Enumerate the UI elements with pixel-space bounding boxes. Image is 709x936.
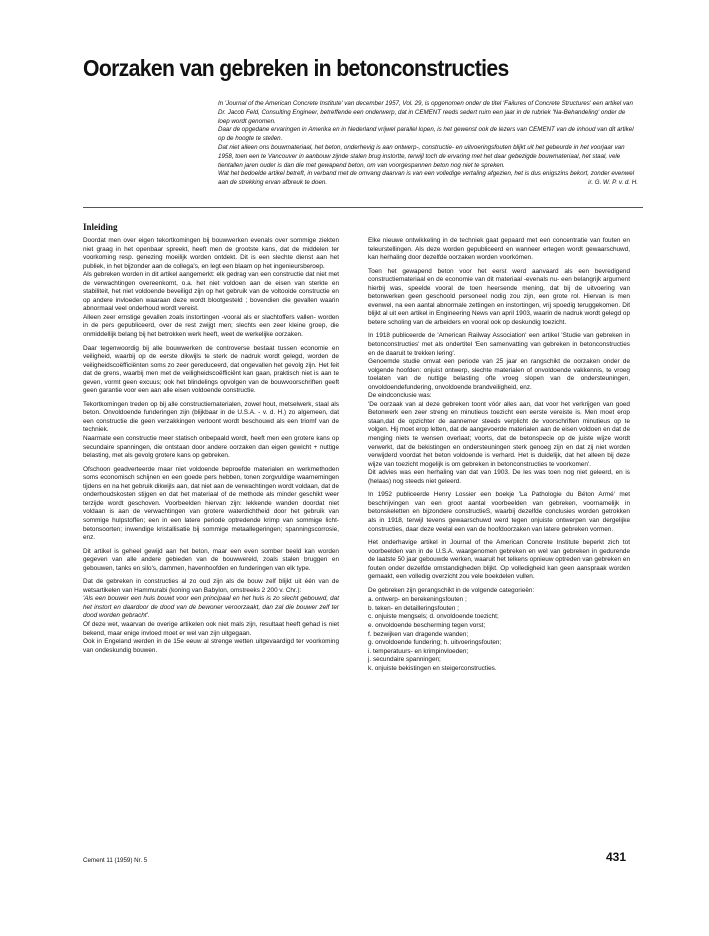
body-paragraph: Ook in Engeland werden in de 15e eeuw al strenge wetten uitgevaardigd ter voorkoming van ondeskundig bouwen. (83, 638, 339, 654)
body-paragraph: Dit advies was een herhaling van dat van 1903. De les was toen nog niet geleerd, en is (helaas) nog steeds niet geleerd. (368, 469, 630, 485)
body-paragraph: Tekortkomingen treden op bij alle constructiematerialen, zowel hout, metselwerk, staal als beton. Onvoldoende funderingen zijn (blijkbaar in de U.S.A. - v. d. H.) zo algemeen, dat een constructie die geen verzakkingen vertoont wordt beschouwd als een triomf van de techniek. (83, 400, 339, 434)
category-item: a. ontwerp- en berekeningsfouten ; (368, 596, 467, 604)
body-paragraph: De gebreken zijn gerangschikt in de volgende categorieën: (368, 586, 535, 594)
category-list (368, 596, 630, 673)
page-number: 431 (606, 850, 627, 864)
body-paragraph: 'De oorzaak van al deze gebreken toont vóór alles aan, dat voor het verkrijgen van goed Betonwerk een zeer streng en minutieus toezicht een eerste vereiste is. Men moet erop staan,dat de opzichter de aannemer steeds verplicht de voorschriften minutieus op te volgen. Hij moet erop letten, dat de aangevoerde materialen aan de eisen voldoen en dat de menging niets te wensen overlaat; voorts, dat de betonspecie op de juiste wijze wordt verwerkt, dat de bekistingen en ondersteuningen sterk genoeg zijn en dat zij niet worden verwijderd voordat het beton voldoende is verhard. Het is duidelijk, dat het alleen bij deze wijze van toezicht mogelijk is om gebreken in betonconstructies te voorkomen'. (368, 400, 630, 468)
section-heading: Inleiding (83, 222, 118, 232)
category-item: b. teken- en detailleringsfouten ; (368, 604, 459, 612)
body-paragraph: Of deze wet, waarvan de overige artikelen ook niet mals zijn, resultaat heeft gehad is niet bekend, maar enige invloed moet er wel van zijn uitgegaan. (83, 620, 339, 637)
body-paragraph: Toen het gewapend beton voor het eerst werd aanvaard als een bevredigend constructiemateriaal en de economie van dit materiaal -evenals nu- een belangrijk argument hierbij was, speelde vooral de toen heersende mening, dat bij de uitvoering van betonwerken geen geschoold personeel nodig zou zijn, een grote rol. Hiervan is men evenwel, na een aantal abnormale zettingen en instortingen, vrij spoedig teruggekomen. Dit blijkt al uit een artikel in Engineering News van april 1903, waarin de nadruk wordt gelegd op betere scholing van de arbeiders en vooral ook op deskundig toezicht. (368, 267, 630, 326)
body-paragraph: Alleen zeer ernstige gevallen zoals instortingen -vooral als er slachtoffers vallen- worden in de pers gepubliceerd, over de rest zwijgt men; slechts een zeer kleine groep, die onmiddellijk belang bij het betrokken werk heeft, weet de werkelijke oorzaken. (83, 313, 339, 339)
intro-paragraph: Dat niet alleen ons bouwmateriaal, het beton, onderhevig is aan ontwerp-, constructie- en uitvoeringsfouten blijkt uit het gebeurde in het voorjaar van 1958, toen een te Vancouver in aanbouw zijnde stalen brug instortte, terwijl toch de ervaring met het daar gebezigde bouwmateriaal, het staal, vele tientallen jaren ouder is dan die met gewapend beton, om van voorgespannen beton nog niet te spreken. (218, 143, 625, 169)
category-item: k. onjuiste bekistingen en steigerconstructies. (368, 664, 497, 672)
body-paragraph: Dat de gebreken in constructies al zo oud zijn als de bouw zelf blijkt uit één van de wetsartikelen van Hammurabi (koning van Babylon, omstreeks 2 200 v. Chr.): (83, 578, 339, 594)
category-item: f. bezwijken van dragende wanden; (368, 630, 469, 638)
category-item: j. secundaire spanningen; (368, 656, 441, 664)
body-paragraph: Dit artikel is geheel gewijd aan het beton, maar een even somber beeld kan worden gegeven van alle andere gebieden van de bouwwereld, zoals stalen bruggen en gebouwen, tanks en silo's, dammen, havenhoofden en funderingen van elk type. (83, 547, 339, 572)
body-paragraph: Ofschoon geadverteerde maar niet voldoende beproefde materialen en werkmethoden soms economisch schijnen en een goede pers hebben, tonen zorgvuldige waarnemingen tijdens en na het gebruik dikwijls aan, dat niet aan de verwachtingen wordt voldaan, dat de onderhoudskosten stijgen en dat het materiaal of de methode als minder geschikt weer terzijde wordt geschoven. Voorbeelden hiervan zijn: lekkende wanden doordat niet voldaan is aan de verwachtingen van grotere waterdichtheid door het gebruik van sommige hulpstoffen; een in een latere periode optredende krimp van sommige licht-betonsoorten; inwendige kristallisatie bij sommige metaallegeringen; spanningscorrosie, enz. (83, 465, 339, 542)
body-paragraph: In 1918 publiceerde de 'American Railway Association' een artikel 'Studie van gebreken in betonconstructies' met als ondertitel 'Een samenvatting van gebreken in betonconstructies en de daaruit te trekken lering'. (368, 332, 630, 357)
body-paragraph: Het onderhavige artikel in Journal of the American Concrete Institute beperkt zich tot voorbeelden van in de U.S.A. waargenomen gebreken en wel van gebreken in gedurende de laatste 50 jaar gebouwde werken, waaruit het telkens opnieuw optreden van gebreken en fouten onder dezelfde omstandigheden blijkt. Op volledigheid kan geen aanspraak worden gemaakt, een volledig overzicht zou vele boekdelen vullen. (368, 539, 630, 581)
body-paragraph: Elke nieuwe ontwikkeling in de techniek gaat gepaard met een concentratie van fouten en teleurstellingen. Als deze worden gepubliceerd en wanneer ertegen wordt gewaarschuwd, kan herhaling door dezelfde oorzaken worden voorkómen. (368, 237, 630, 262)
body-paragraph: Genoemde studie omvat een periode van 25 jaar en rangschikt de oorzaken onder de volgende hoofden: onjuist ontwerp, slechte materialen of onvoldoende vakkennis, te vroeg toelaten van de nuttige belasting ofte vroeg slopen van de ondersteuningen, onvoldoendefundering, onvoldoende brandveiligheid, enz. (368, 358, 630, 391)
intro-paragraph: Wat het bedoelde artikel betreft, in verband met de omvang daarvan is van een volledige vertaling afgezien, het is dus enigszins bekort, zonder evenwel aan de strekking ervan afbreuk te doen. (218, 170, 635, 187)
body-paragraph: De eindconclusie was: (368, 392, 432, 400)
body-paragraph: Doordat men over eigen tekortkomingen bij bouwwerken evenals over sommige ziekten niet graag in het openbaar spreekt, heeft men de grootste kans, dat de middelen ter voorkoming resp. genezing moeilijk worden ontdekt. Dit is een slechte dienst aan het publiek, in het bijzonder aan de collega's, en legt een blaam op het ingenieursberoep. (83, 237, 339, 270)
body-paragraph: Daar tegenwoordig bij alle bouwwerken de controverse bestaat tussen economie en veiligheid, waarbij op de eerste dikwijls te sterk de nadruk wordt gelegd, worden de veiligheidscoëfficiënten soms zo zeer gereduceerd, dat ongevallen het gevolg zijn. Het feit dat de grens, waarbij men met de veiligheidscoëfficiënt kan gaan, praktisch niet is aan te geven, vormt geen excuus; ook het blindelings opvolgen van de bouwvoorschriften geeft geen garantie voor een aan alle eisen voldoende constructie. (83, 344, 339, 395)
journal-reference: Cement 11 (1959) Nr. 5 (83, 857, 148, 864)
category-item: e. onvoldoende bescherming tegen vorst; (368, 621, 486, 629)
article-title: Oorzaken van gebreken in betonconstructies (83, 55, 509, 81)
body-paragraph: Als gebreken worden in dit artikel aangemerkt: elk gedrag van een constructie dat niet met de verwachtingen overeenkomt, o.a. het niet voldoen aan de eisen van sterkte en stabiliteit, het niet voldoende beveiligd zijn op het gebruik van de voltooide constructie en op andere invloeden waaraan deze wordt blootgesteld ; bovendien die gevallen waarin abnormaal veel onderhoud wordt vereist. (83, 271, 339, 313)
body-paragraph: Naarmate een constructie meer statisch onbepaald wordt, heeft men een grotere kans op secundaire spanningen, die ontstaan door andere oorzaken dan eigen gewicht + nuttige belasting, met als gevolg grotere kans op gebreken. (83, 435, 339, 460)
category-item: g. onvoldoende fundering; h. uitvoeringsfouten; (368, 639, 502, 647)
left-column (83, 237, 339, 660)
category-item: i. temperatuurs- en krimpinvloeden; (368, 647, 469, 655)
article-intro (218, 100, 638, 188)
header-divider (83, 207, 643, 208)
intro-paragraph: Daar de opgedane ervaringen in Amerika en in Nederland vrijwel parallel lopen, is het gewenst ook de lezers van CEMENT van de inhoud van dit artikel op de hoogte te stellen. (218, 126, 634, 143)
quote-paragraph: 'Als een bouwer een huis bouwt voor een principaal en het huis is zo slecht gebouwd, dat het instort en daardoor de dood van de bewoner veroorzaakt, dan zal die bouwer zelf ter dood worden gebracht'. (83, 595, 339, 620)
body-paragraph: In 1952 publiceerde Henry Lossier een boekje 'La Pathologie du Béton Armé' met beschrijvingen van een groot aantal voorbeelden van gebreken, voornamelijk in betonskeletten en bijzondere constructieS, waarbij dezelfde conclusies worden getrokken als in 1918, terwijl tevens gewaarschuwd werd tegen onjuiste ontwerpen van dergelijke constructies, daar deze veelal een van de hoofdoorzaken van latere gebreken vormen. (368, 491, 630, 533)
right-column (368, 237, 630, 673)
intro-last-line (218, 170, 638, 188)
intro-signature: ir. G. W. P. v. d. H. (588, 179, 638, 187)
intro-paragraph: In 'Journal of the American Concrete Institute' van december 1957, Vol. 29, is opgenomen onder de titel 'Failures of Concrete Structures' een artikel van Dr. Jacob Feld, Consulting Engineer, betreffende een onderwerp, dat in CEMENT reeds sedert ruim een jaar in de rubriek 'Na-Behandeling' onder de loep wordt genomen. (218, 100, 633, 125)
category-item: c. onjuiste mengsels; d. onvoldoende toezicht; (368, 613, 499, 621)
